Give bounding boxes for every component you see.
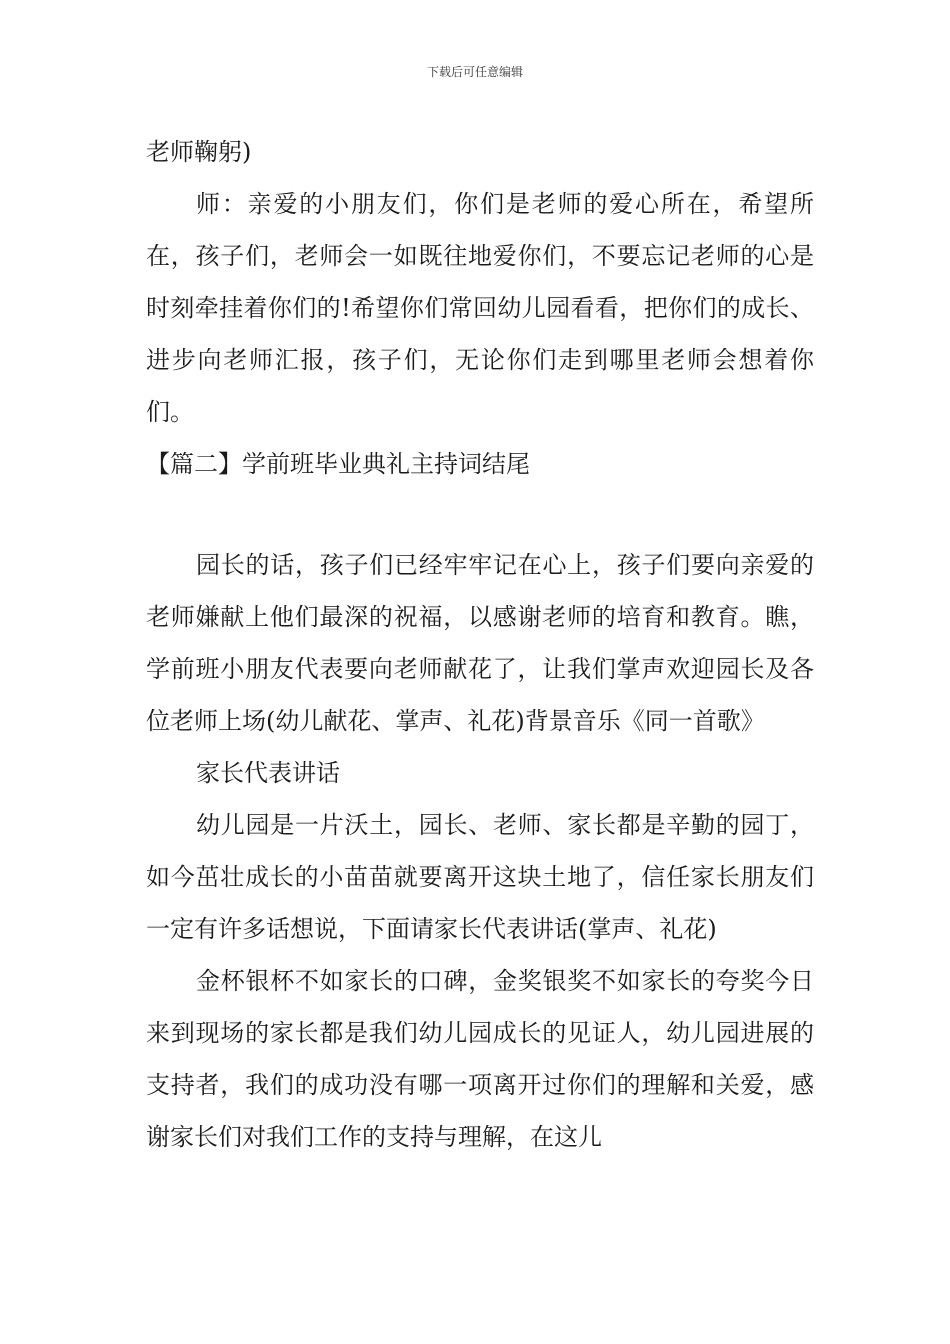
paragraph-continuation: 老师鞠躬) <box>146 138 252 166</box>
document-body <box>146 126 814 1163</box>
paragraph-gold-cup: 金杯银杯不如家长的口碑，金奖银奖不如家长的夸奖今日来到现场的家长都是我们幼儿园成长的见证人，幼儿园进展的支持者，我们的成功没有哪一项离开过你们的理解和关爱，感谢家长们对我们工作的支持与理解，在这儿 <box>146 967 814 1151</box>
section-heading: 【篇二】学前班毕业典礼主持词结尾 <box>146 450 530 478</box>
paragraph-subheading-parent-speech: 家长代表讲话 <box>196 759 340 787</box>
blank-line <box>146 490 814 539</box>
paragraph-principal-words: 园长的话，孩子们已经牢牢记在心上，孩子们要向亲爱的老师嫌献上他们最深的祝福，以感谢老师的培育和教育。瞧，学前班小朋友代表要向老师献花了，让我们掌声欢迎园长及各位老师上场(幼儿献花、掌声、礼花)背景音乐《同一首歌》 <box>146 551 814 735</box>
paragraph-teacher-speech: 师：亲爱的小朋友们，你们是老师的爱心所在，希望所在，孩子们，老师会一如既往地爱你们，不要忘记老师的心是时刻牵挂着你们的!希望你们常回幼儿园看看，把你们的成长、进步向老师汇报，孩子们，无论你们走到哪里老师会想着你们。 <box>146 190 814 426</box>
paragraph-kindergarten: 幼儿园是一片沃土，园长、老师、家长都是辛勤的园丁，如今茁壮成长的小苗苗就要离开这块土地了，信任家长朋友们一定有许多话想说，下面请家长代表讲话(掌声、礼花) <box>146 811 814 943</box>
page-header: 下载后可任意编辑 <box>426 65 523 79</box>
